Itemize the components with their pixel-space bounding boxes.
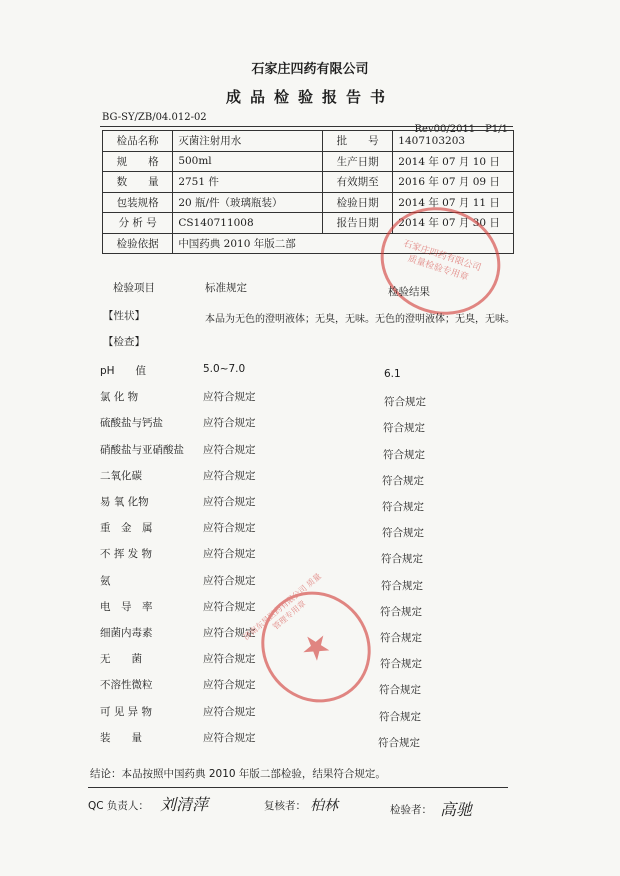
distributor-seal-text: 济南东昊医药有限公司 质量管理专用章 (241, 571, 323, 642)
info-key: 检验日期 (322, 192, 392, 213)
inspector-label: 检验者： (390, 804, 432, 816)
test-item-name: 无 菌 (100, 653, 142, 665)
test-item-name: 不 挥 发 物 (100, 548, 153, 560)
info-key: 检品名称 (103, 131, 173, 152)
info-key: 生产日期 (322, 151, 392, 172)
test-item-result: 符合规定 (380, 632, 422, 644)
test-item-name: 二氧化碳 (100, 470, 142, 482)
test-item-name: 电 导 率 (100, 601, 153, 613)
col-std-header: 标准规定 (205, 282, 247, 294)
appearance-text: 本品为无色的澄明液体；无臭，无味。无色的澄明液体；无臭，无味。 (205, 314, 515, 325)
test-item-name: 重 金 属 (100, 522, 153, 534)
document-title: 成品检验报告书 (225, 88, 394, 106)
test-item-standard: 应符合规定 (203, 417, 256, 429)
test-item-name: 易 氧 化物 (100, 496, 149, 508)
test-item-result: 符合规定 (380, 606, 422, 618)
test-item-standard: 应符合规定 (203, 548, 256, 560)
info-value: 灭菌注射用水 (173, 131, 323, 152)
info-key: 包装规格 (103, 192, 173, 213)
col-item-header: 检验项目 (113, 282, 155, 294)
test-item-standard: 应符合规定 (203, 522, 256, 534)
test-item-standard: 应符合规定 (203, 496, 256, 508)
info-value: 2016 年 07 月 09 日 (393, 172, 514, 193)
test-item-standard: 应符合规定 (203, 601, 256, 613)
test-item-name: 可 见 异 物 (100, 706, 153, 718)
test-item-standard: 应符合规定 (203, 653, 256, 665)
col-result-header: 检验结果 (388, 286, 430, 298)
test-item-standard: 应符合规定 (203, 679, 256, 691)
info-value: CS140711008 (173, 213, 323, 234)
test-item-standard: 应符合规定 (203, 470, 256, 482)
test-item-name: 细菌内毒素 (100, 627, 153, 639)
test-item-result: 符合规定 (382, 501, 424, 513)
test-item-name: 氨 (100, 575, 111, 587)
test-item-standard: 应符合规定 (203, 706, 256, 718)
company-seal-text: 石家庄四药有限公司 质量检验专用章 (401, 238, 483, 284)
qc-label: QC 负责人： (88, 800, 149, 812)
test-item-name: 硫酸盐与钙盐 (100, 417, 163, 429)
test-item-name: pH 值 (100, 365, 147, 377)
info-key: 报告日期 (322, 213, 392, 234)
test-item-result: 符合规定 (383, 449, 425, 461)
info-value: 20 瓶/件（玻璃瓶装） (173, 192, 323, 213)
test-item-result: 符合规定 (380, 658, 422, 670)
test-item-standard: 应符合规定 (203, 444, 256, 456)
reviewer-signature: 柏林 (310, 798, 338, 814)
test-item-name: 不溶性微粒 (100, 679, 153, 691)
document-number: BG-SY/ZB/04.012-02 (102, 112, 207, 123)
test-item-standard: 5.0~7.0 (203, 363, 246, 375)
conclusion-text: 结论：本品按照中国药典 2010 年版二部检验，结果符合规定。 (90, 768, 386, 780)
basis-label: 检验依据 (103, 233, 173, 254)
header-divider (100, 126, 513, 127)
star-icon: ★ (291, 621, 341, 673)
test-item-name: 装 量 (100, 732, 142, 744)
conclusion-divider (88, 787, 508, 788)
test-item-standard: 应符合规定 (203, 627, 256, 639)
info-key: 数 量 (103, 172, 173, 193)
info-key: 规 格 (103, 151, 173, 172)
company-name: 石家庄四药有限公司 (251, 62, 369, 77)
test-item-result: 符合规定 (378, 737, 420, 749)
info-value: 2014 年 07 月 30 日 (393, 213, 514, 234)
info-row (103, 131, 514, 152)
test-item-result: 符合规定 (382, 527, 424, 539)
info-row (103, 172, 514, 193)
info-row (103, 151, 514, 172)
distributor-seal-stamp (239, 569, 393, 724)
test-item-name: 氯 化 物 (100, 391, 139, 403)
info-value: 2014 年 07 月 11 日 (393, 192, 514, 213)
test-item-result: 符合规定 (379, 684, 421, 696)
test-item-standard: 应符合规定 (203, 575, 256, 587)
info-value: 500ml (173, 151, 323, 172)
reviewer-label: 复核者： (264, 800, 306, 812)
test-item-result: 6.1 (384, 368, 401, 380)
revision-page: Rev00/2011 P1/1 (414, 124, 508, 135)
test-item-name: 硝酸盐与亚硝酸盐 (100, 444, 184, 456)
info-value: 1407103203 (393, 131, 514, 152)
info-value: 2014 年 07 月 10 日 (393, 151, 514, 172)
info-key: 分 析 号 (103, 213, 173, 234)
inspector-signature: 高驰 (440, 800, 473, 819)
section-appearance: 【性状】 (103, 310, 145, 322)
test-item-result: 符合规定 (381, 553, 423, 565)
info-key: 批 号 (322, 131, 392, 152)
info-key: 有效期至 (322, 172, 392, 193)
test-item-result: 符合规定 (381, 580, 423, 592)
section-tests: 【检查】 (103, 336, 145, 348)
test-item-standard: 应符合规定 (203, 391, 256, 403)
test-item-result: 符合规定 (384, 396, 426, 408)
info-value: 2751 件 (173, 172, 323, 193)
qc-signature: 刘清萍 (160, 795, 209, 814)
test-item-result: 符合规定 (382, 475, 424, 487)
basis-value: 中国药典 2010 年版二部 (173, 233, 514, 254)
test-item-result: 符合规定 (379, 711, 421, 723)
test-item-standard: 应符合规定 (203, 732, 256, 744)
test-item-result: 符合规定 (383, 422, 425, 434)
